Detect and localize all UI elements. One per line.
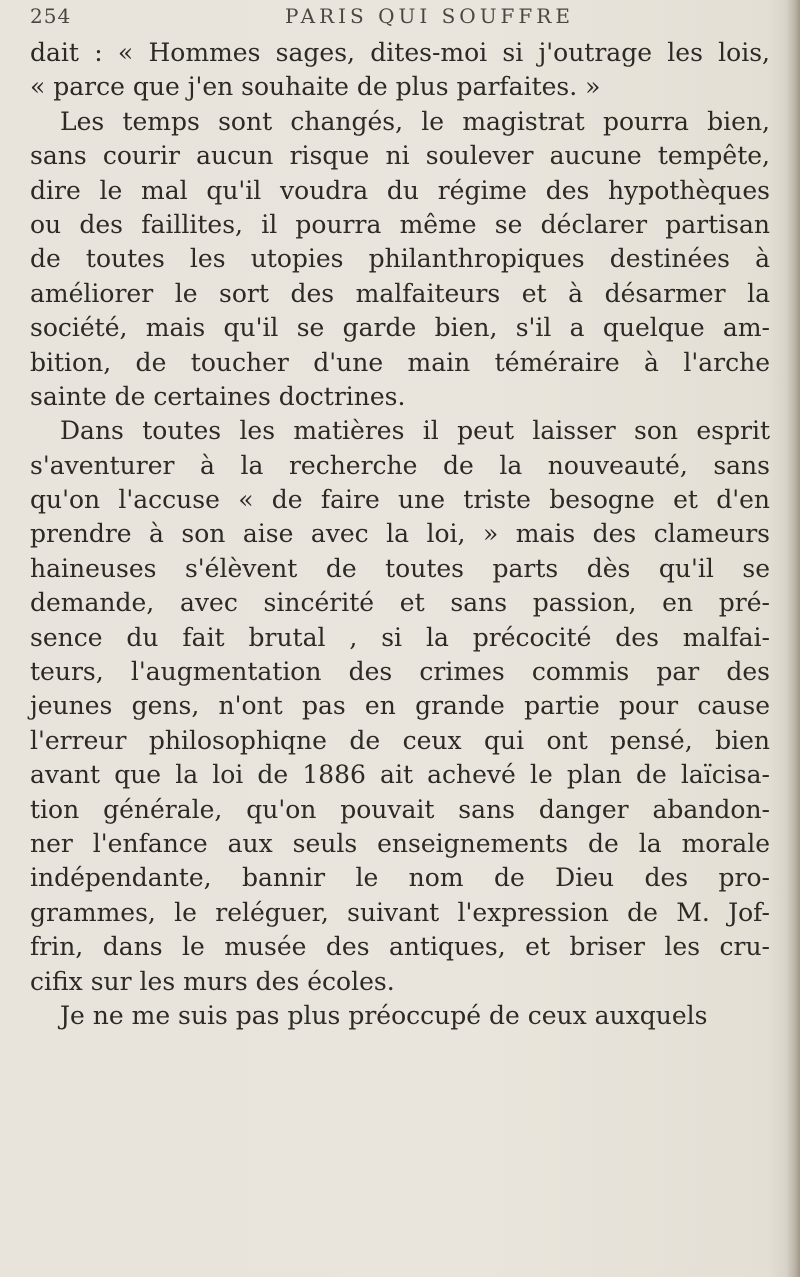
text-line: dait : « Hommes sages, dites-moi si j'outrage les lois, — [30, 38, 770, 67]
text-line: jeunes gens, n'ont pas en grande partie pour cause — [30, 691, 770, 721]
text-line: Je ne me suis pas plus préoccupé de ceux auxquels — [60, 1000, 708, 1030]
text-line: dire le mal qu'il voudra du régime des hypothèques — [30, 175, 770, 205]
text-line: teurs, l'augmentation des crimes commis par des — [30, 657, 770, 687]
running-title: PARIS QUI SOUFFRE — [285, 4, 574, 28]
text-line: ou des faillites, il pourra même se déclarer partisan — [30, 209, 770, 239]
text-line: de toutes les utopies philanthropiques destinées à — [30, 244, 770, 274]
text-line: cifix sur les murs des écoles. — [30, 966, 395, 996]
text-line: Les temps sont changés, le magistrat pourra bien, — [60, 106, 770, 136]
text-line: ner l'enfance aux seuls enseignements de la morale — [30, 828, 770, 858]
text-line: grammes, le reléguer, suivant l'expression de M. Jof- — [30, 897, 770, 927]
text-line: demande, avec sincérité et sans passion, en pré- — [30, 588, 770, 618]
text-line: l'erreur philosophiqne de ceux qui ont pensé, bien — [30, 725, 770, 755]
text-line: qu'on l'accuse « de faire une triste besogne et d'en — [30, 485, 770, 515]
text-line: société, mais qu'il se garde bien, s'il a quelque am- — [30, 313, 770, 343]
text-line: sainte de certaines doctrines. — [30, 381, 406, 411]
text-line: tion générale, qu'on pouvait sans danger abandon- — [30, 794, 770, 824]
text-line: prendre à son aise avec la loi, » mais des clameurs — [30, 519, 770, 549]
running-head — [30, 0, 790, 30]
page-edge-shadow — [786, 0, 800, 1277]
text-line: bition, de toucher d'une main téméraire à l'arche — [30, 347, 770, 377]
text-line: indépendante, bannir le nom de Dieu des pro- — [30, 863, 770, 893]
text-line: haineuses s'élèvent de toutes parts dès qu'il se — [30, 553, 770, 583]
text-line: frin, dans le musée des antiques, et briser les cru- — [30, 932, 770, 962]
text-line: sans courir aucun risque ni soulever aucune tempête, — [30, 141, 770, 171]
text-line: Dans toutes les matières il peut laisser son esprit — [60, 416, 770, 446]
body-text — [30, 36, 770, 1033]
text-line: améliorer le sort des malfaiteurs et à désarmer la — [30, 278, 770, 308]
text-line: s'aventurer à la recherche de la nouveauté, sans — [30, 450, 770, 480]
page-number: 254 — [30, 4, 72, 28]
text-line: avant que la loi de 1886 ait achevé le plan de laïcisa- — [30, 760, 770, 790]
text-line: sence du fait brutal , si la précocité des malfai- — [30, 622, 770, 652]
text-line: « parce que j'en souhaite de plus parfaites. » — [30, 72, 601, 102]
